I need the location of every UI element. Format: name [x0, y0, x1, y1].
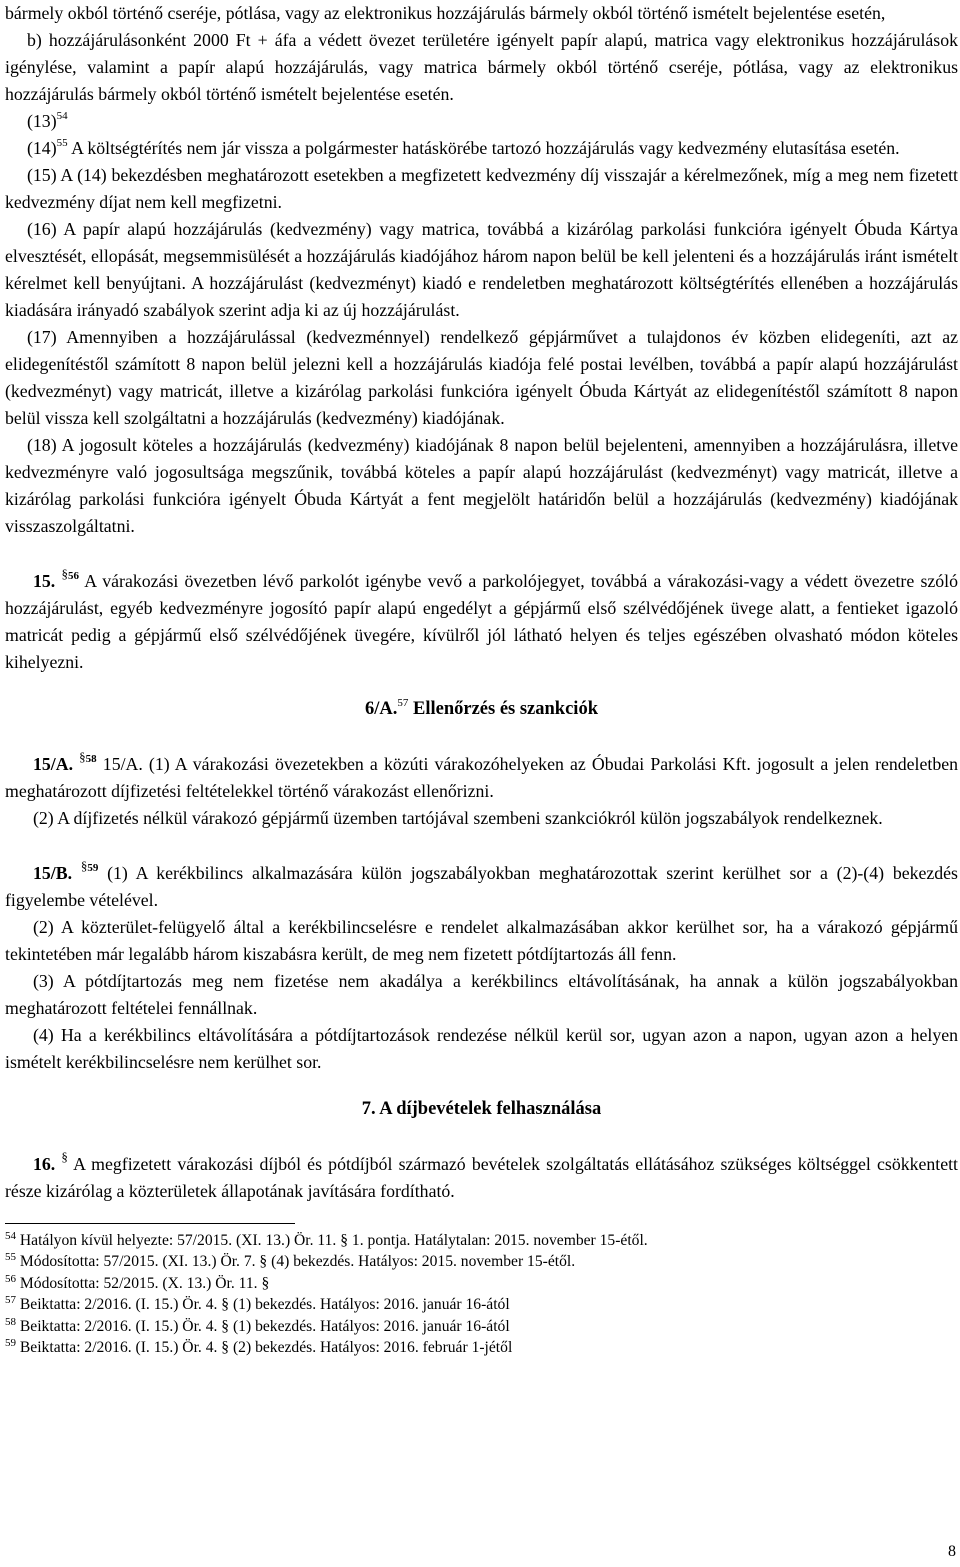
section-number: 15/A.: [33, 754, 74, 774]
section-15a-paragraph-2: (2) A díjfizetés nélkül várakozó gépjármű üzemben tartójával szembeni szankciókról külön jogszabályok rendelkeznek.: [33, 808, 883, 828]
paragraph-17: (17) Amennyiben a hozzájárulással (kedvezménnyel) rendelkező gépjárművet a tulajdonos év közben elidegeníti, azt az elidegenítéstől számított 8 napon belül jelezni kell a hozzájárulás kiadója felé postai levélben, továbbá a papír alapú hozzájárulást (kedvezményt) vagy matricát, illetve a kizárólag parkolási funkcióra igényelt Óbuda Kártyát az elidegenítéstől számított 8 napon belül vissza kell szolgáltatni a hozzájárulás (kedvezmény) kiadójának.: [5, 327, 958, 428]
footnote-number: 58: [5, 1315, 16, 1328]
section-15: [5, 560, 958, 676]
paragraph-label: (14): [27, 138, 57, 158]
paragraph-text: A költségtérítés nem jár vissza a polgármester hatáskörébe tartozó hozzájárulás vagy kedvezmény elutasítása esetén.: [71, 138, 900, 158]
section-text: 15/A. (1) A várakozási övezetekben a közúti várakozóhelyeken az Óbudai Parkolási Kft. jogosult a jelen rendeletben meghatározott díjfizetési feltételekkel történő várakozást ellenőrizni.: [5, 754, 959, 801]
footnote: [5, 1316, 958, 1337]
footnote-text: Beiktatta: 2/2016. (I. 15.) Ör. 4. § (1) bekezdés. Hatályos: 2016. január 16-ától: [19, 1317, 510, 1335]
footnote-number: 59: [5, 1337, 16, 1350]
footnote-ref[interactable]: 55: [56, 137, 68, 149]
section-15b: [5, 852, 958, 914]
footnote-ref[interactable]: 59: [87, 862, 99, 874]
section-15a: [5, 743, 958, 805]
spacer: [5, 1123, 958, 1143]
footnote-number: 56: [5, 1272, 16, 1285]
section-15b-paragraph-3: (3) A pótdíjtartozás meg nem fizetése nem akadálya a kerékbilincs eltávolításának, ha annak a külön jogszabályokban meghatározott feltételei fennállnak.: [5, 971, 958, 1018]
heading-title: Ellenőrzés és szankciók: [413, 699, 598, 719]
section-text: A várakozási övezetben lévő parkolót igénybe vevő a parkolójegyet, továbbá a várakozási-vagy a védett övezetre szóló hozzájárulást, egyéb kedvezményre jogosító papír alapú engedélyt a gépjármű első szélvédőjének üvege alatt, a fentieket igazoló matricát pedig a gépjármű első szélvédőjének üvegére, kívülről jól látható helyen és teljes egészében olvasható módon köteles kihelyezni.: [5, 571, 958, 672]
section-15b-paragraph-2: (2) A közterület-felügyelő által a kerékbilincselésre e rendelet alkalmazásában akkor kerülhet sor, ha a várakozó gépjármű tekintetében már legalább három kiszabásra került, de meg nem fizetett pótdíjtartozás áll fenn.: [5, 917, 958, 964]
paragraph-16: (16) A papír alapú hozzájárulás (kedvezmény) vagy matrica, továbbá a kizárólag parkolási funkcióra igényelt Óbuda Kártya elvesztését, ellopását, megsemmisülését a hozzájárulás kiadójához három napon belül be kell jelenteni és a hozzájárulás iránt ismételt kérelmet kell benyújtani. A hozzájárulást (kedvezményt) kiadó e rendeletben meghatározott költségtérítés ellenében a hozzájárulás kiadására irányadó szabályok szerint adja ki az új hozzájárulást.: [5, 219, 958, 320]
footnote-number: 57: [5, 1294, 16, 1307]
paragraph-label: (13): [27, 111, 57, 131]
footnote: [5, 1251, 958, 1272]
section-sign-icon: §: [79, 749, 86, 764]
spacer: [5, 676, 958, 696]
footnote-ref[interactable]: 58: [85, 753, 97, 765]
spacer: [5, 723, 958, 743]
section-sign-icon: §: [61, 566, 68, 581]
spacer: [5, 1076, 958, 1096]
paragraph-b: b) hozzájárulásonként 2000 Ft + áfa a védett övezet területére igényelt papír alapú, matrica vagy elektronikus hozzájárulások igénylése, valamint a papír alapú hozzájárulás, vagy matrica bármely okból történő cseréje, pótlása, vagy az elektronikus hozzájárulás bármely okból történő ismételt bejelentése esetén.: [5, 30, 958, 104]
paragraph-14: [5, 135, 958, 162]
footnote-ref[interactable]: 56: [67, 570, 79, 582]
section-sign-icon: §: [80, 858, 88, 873]
footnotes: [5, 1230, 958, 1358]
paragraph-15: (15) A (14) bekezdésben meghatározott esetekben a megfizetett kedvezmény díj visszajár a kérelmezőnek, míg a meg nem fizetett kedvezmény díjat nem kell megfizetni.: [5, 165, 958, 212]
paragraph-continuation: bármely okból történő cseréje, pótlása, vagy az elektronikus hozzájárulás bármely okból történő ismételt bejelentése esetén,: [5, 3, 886, 23]
heading-6a: [5, 696, 958, 723]
heading-7: 7. A díjbevételek felhasználása: [361, 1099, 602, 1119]
section-number: 15.: [33, 571, 56, 591]
spacer: [5, 832, 958, 852]
paragraph-18: (18) A jogosult köteles a hozzájárulás (kedvezmény) kiadójának 8 napon belül bejelenteni, amennyiben a hozzájárulásra, illetve kedvezményre való jogosultsága megszűnik, továbbá köteles a papír alapú hozzájárulást (kedvezményt) vagy matricát, illetve a kizárólag parkolási funkcióra igényelt Óbuda Kártyát a fent megjelölt határidőn belül a hozzájárulás (kedvezmény) kiadójának visszaszolgáltatni.: [5, 435, 958, 536]
paragraph-13: [5, 108, 958, 135]
footnote-number: 55: [5, 1251, 16, 1264]
footnote: [5, 1273, 958, 1294]
footnote-text: Hatályon kívül helyezte: 57/2015. (XI. 13.) Ör. 11. § 1. pontja. Hatálytalan: 2015. november 15-étől.: [19, 1232, 648, 1249]
section-number: 16.: [33, 1154, 56, 1174]
footnote-ref[interactable]: 57: [397, 697, 409, 709]
footnote: [5, 1294, 958, 1315]
footnote-text: Beiktatta: 2/2016. (I. 15.) Ör. 4. § (2) bekezdés. Hatályos: 2016. február 1-jétől: [19, 1339, 513, 1357]
footnote: [5, 1337, 958, 1358]
section-number: 15/B.: [33, 863, 73, 883]
footnote-text: Módosította: 52/2015. (X. 13.) Ör. 11. §: [19, 1274, 270, 1292]
section-15b-paragraph-4: (4) Ha a kerékbilincs eltávolítására a pótdíjtartozások rendezése nélkül kerül sor, ugyan azon a napon, ugyan azon a helyen ismételt kerékbilincselésre nem kerülhet sor.: [5, 1025, 958, 1072]
footnote-number: 54: [5, 1230, 16, 1242]
heading-prefix: 6/A.: [365, 699, 398, 719]
section-sign-icon: §: [61, 1149, 68, 1164]
section-16: [5, 1143, 958, 1205]
section-text: (1) A kerékbilincs alkalmazására külön jogszabályokban meghatározottak szerint kerülhet sor a (2)-(4) bekezdés figyelembe vételével.: [5, 863, 958, 910]
footnote: [5, 1230, 958, 1251]
footnote-ref[interactable]: 54: [56, 110, 68, 122]
section-text: A megfizetett várakozási díjból és pótdíjból származó bevételek szolgáltatás ellátásához szükséges költséggel csökkentett része kizárólag a közterületek állapotának javítására fordítható.: [5, 1154, 958, 1201]
page-number: 8: [948, 1543, 956, 1560]
spacer: [5, 540, 958, 560]
document-page: [5, 0, 958, 1358]
footnote-text: Beiktatta: 2/2016. (I. 15.) Ör. 4. § (1) bekezdés. Hatályos: 2016. január 16-ától: [19, 1296, 510, 1314]
footnote-text: Módosította: 57/2015. (XI. 13.) Ör. 7. § (4) bekezdés. Hatályos: 2015. november 15-étől.: [19, 1253, 576, 1271]
footnote-separator: [5, 1223, 295, 1224]
